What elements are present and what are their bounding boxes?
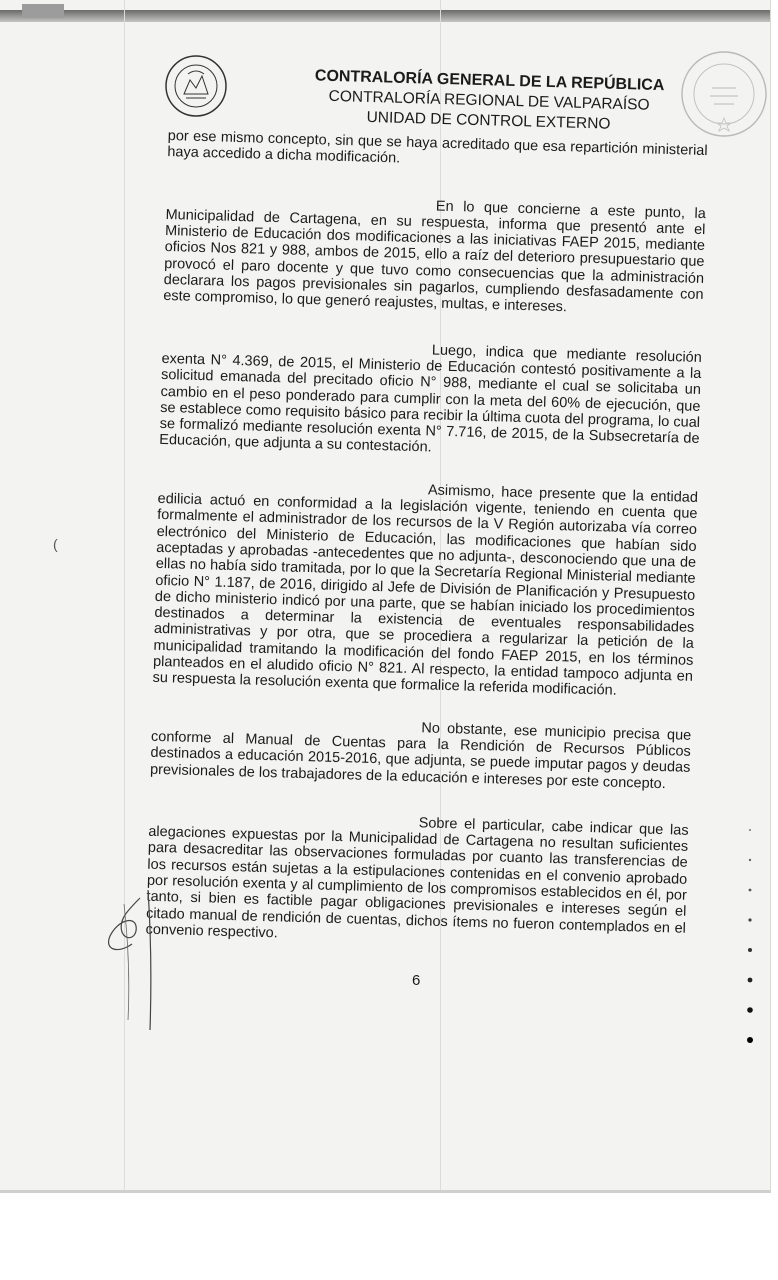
header-line-2: CONTRALORÍA REGIONAL DE VALPARAÍSO bbox=[328, 87, 650, 114]
page-number: 6 bbox=[412, 972, 421, 989]
scan-edge-dots bbox=[744, 820, 756, 1060]
stray-mark: ( bbox=[53, 536, 58, 552]
document-body bbox=[145, 128, 707, 953]
document-header bbox=[298, 66, 680, 137]
paragraph-6: Sobre el particular, cabe indicar que las alegaciones expuestas por la Municipalidad de Cartagena no resultan suficientes para desacreditar las observaciones formuladas por cuanto las transferencias de los recursos están sujetas a la estipulaciones contenidas en el convenio aprobado por resolución exenta y al cumplimiento de los compromisos establecidos en él, por tanto, si bien es factible pagar obligaciones previsionales e intereses según el citado manual de rendición de cuentas, dichos ítems no fueron contemplados en el convenio respectivo. bbox=[145, 815, 689, 942]
scan-top-edge bbox=[0, 10, 770, 22]
paragraph-2: En lo que concierne a este punto, la Municipalidad de Cartagena, en su respuesta, informa que presentó ante el Ministerio de Educación dos modificaciones a las iniciativas FAEP 2015, mediante oficios Nos 821 y 988, ambos de 2015, ello a raíz del deterioro presupuestario que provocó el paro docente y que tuvo como consecuencias que la administración declarara los pagos previsionales sin pagarlos, cumpliendo desfasadamente con este compromiso, lo que generó reajustes, multas, e intereses. bbox=[163, 198, 707, 316]
paragraph-4: Asimismo, hace presente que la entidad edilicia actuó en conformidad a la legislación vigente, teniendo en cuenta que formalmente el administrador de los recursos de la V Región autorizaba vía correo electrónico del Ministerio de Educación, las modificaciones que habían sido aceptadas y aprobadas -antecedentes que no adjunta-, desconociendo que una de ellas no había sido tramitada, por lo que la Secretaría Regional Ministerial mediante oficio N° 1.187, de 2016, dirigido al Jefe de División de Planificación y Presupuesto de dicho ministerio indicó por una parte, que se habían iniciado los procedimientos destinados a determinar la existencia de eventuales responsabilidades administrativas y por otra, que se procediera a regularizar la petición de la municipalidad tramitando la modificación del fondo FAEP 2015, en los términos planteados en el aludido oficio N° 821. Al respecto, la entidad tampoco adjunta en su respuesta la resolución exenta que formalice la referida modificación. bbox=[152, 482, 699, 700]
scan-corner-mark bbox=[22, 4, 64, 18]
regional-stamp-icon bbox=[678, 48, 770, 140]
paragraph-3: Luego, indica que mediante resolución exenta N° 4.369, de 2015, el Ministerio de Educación contestó positivamente a la solicitud emanada del precitado oficio N° 988, mediante el cual se solicitaba un cambio en el peso ponderado para cumplir con la meta del 60% de ejecución, que se establece como requisito básico para recibir la última cuota del programa, lo cual se formalizó mediante resolución exenta N° 7.716, de 2015, de la Subsecretaría de Educación, que adjunta a su contestación. bbox=[159, 342, 703, 456]
paragraph-1: por ese mismo concepto, sin que se haya acreditado que esa repartición ministerial haya accedido a dicha modificación. bbox=[167, 128, 708, 167]
contraloria-seal-icon bbox=[164, 54, 228, 118]
header-line-3: UNIDAD DE CONTROL EXTERNO bbox=[366, 108, 611, 133]
header-line-1: CONTRALORÍA GENERAL DE LA REPÚBLICA bbox=[314, 67, 665, 95]
signature-icon bbox=[88, 880, 178, 1040]
paragraph-5: No obstante, ese municipio precisa que conforme al Manual de Cuentas para la Rendición de Recursos Públicos destinados a educación 2015-2016, que adjunta, se puede imputar pagos y deudas previsionales de los trabajadores de la educación e intereses por este concepto. bbox=[149, 719, 692, 792]
